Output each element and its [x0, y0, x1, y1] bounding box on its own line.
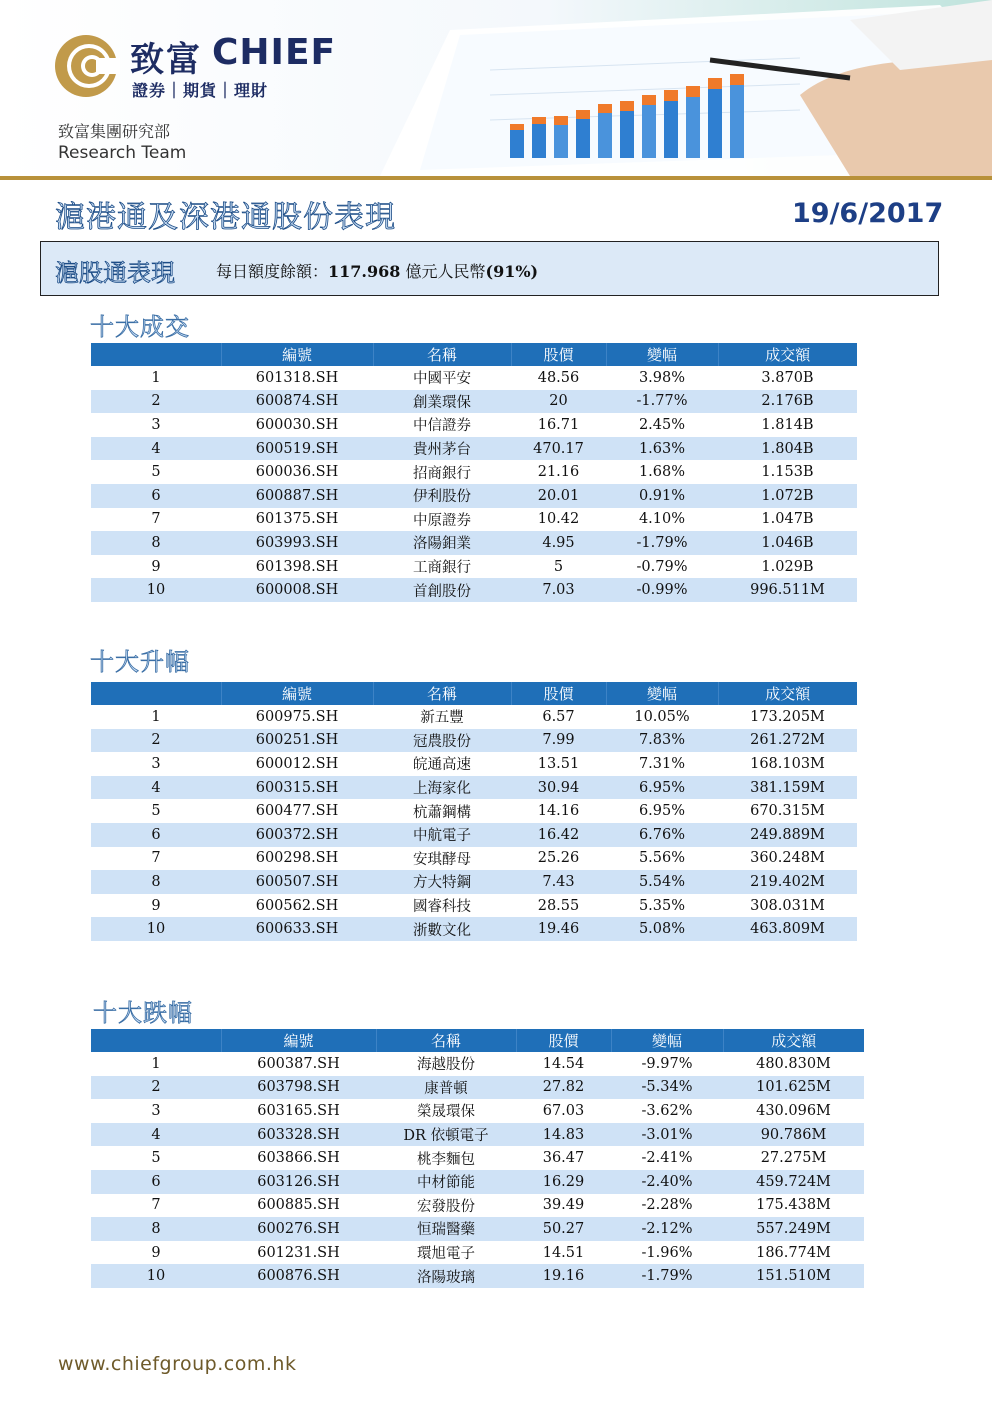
- section-title-top-losers: 十大跌幅: [93, 999, 193, 1027]
- table-row: [91, 1264, 864, 1288]
- turnover-cell: 557.249M: [723, 1217, 864, 1241]
- name-cell: 康普頓: [376, 1076, 516, 1100]
- turnover-cell: 175.438M: [756, 1197, 831, 1214]
- rank-cell: 7: [151, 850, 161, 867]
- turnover-cell: 3.870B: [761, 369, 814, 386]
- rank-cell: 6: [91, 484, 221, 508]
- name-cell: 國睿科技: [413, 899, 471, 916]
- name-cell: 貴州茅台: [373, 437, 511, 461]
- rank-cell: 4: [91, 1123, 221, 1147]
- price-cell: 7.99: [511, 729, 606, 753]
- name-cell: 中航電子: [373, 823, 511, 847]
- page-title: 滬港通及深港通股份表現: [55, 200, 396, 235]
- change-header: 變幅: [611, 1029, 723, 1052]
- table-row: [91, 437, 857, 461]
- table-row: [91, 1123, 864, 1147]
- code-cell: 600519.SH: [221, 437, 373, 461]
- table-header-row: [91, 343, 857, 366]
- code-cell: 601231.SH: [257, 1244, 340, 1261]
- table-row: [91, 1194, 864, 1218]
- logo-mark-icon: [52, 32, 120, 100]
- quota-unit: 億元人民幣: [405, 262, 486, 281]
- code-cell: 603993.SH: [221, 531, 373, 555]
- table-row: [91, 917, 857, 941]
- price-cell: 25.26: [537, 850, 580, 867]
- name-cell: 海越股份: [417, 1057, 475, 1074]
- price-cell: 470.17: [511, 437, 606, 461]
- rank-header: [91, 1029, 221, 1052]
- code-cell: 601375.SH: [255, 511, 339, 528]
- code-cell: 601318.SH: [255, 369, 339, 386]
- price-cell: 10.42: [537, 511, 580, 528]
- code-cell: 603126.SH: [221, 1170, 376, 1194]
- turnover-cell: 463.809M: [718, 917, 857, 941]
- price-header: 股價: [511, 682, 606, 705]
- table-row: [91, 705, 857, 729]
- change-cell: 6.95%: [638, 803, 686, 820]
- change-cell: 1.63%: [606, 437, 718, 461]
- table-row: [91, 729, 857, 753]
- code-cell: 600008.SH: [221, 578, 373, 602]
- turnover-cell: 1.804B: [718, 437, 857, 461]
- name-cell: 榮晟環保: [417, 1104, 475, 1121]
- change-cell: 6.95%: [606, 776, 718, 800]
- company-logo: [52, 30, 372, 100]
- price-cell: 7.03: [511, 578, 606, 602]
- code-cell: 600876.SH: [221, 1264, 376, 1288]
- table-row: [91, 870, 857, 894]
- name-cell: 洛陽鉬業: [373, 531, 511, 555]
- change-cell: 7.83%: [606, 729, 718, 753]
- code-header: 編號: [221, 682, 373, 705]
- price-cell: 20.01: [511, 484, 606, 508]
- table-row: [91, 508, 857, 532]
- price-cell: 14.83: [516, 1123, 611, 1147]
- turnover-cell: 90.786M: [723, 1123, 864, 1147]
- name-cell: 洛陽玻璃: [376, 1264, 516, 1288]
- table-row: [91, 776, 857, 800]
- quota-box: [40, 241, 939, 296]
- name-header: 名稱: [373, 343, 511, 366]
- change-cell: 10.05%: [634, 708, 690, 725]
- code-cell: 600874.SH: [221, 390, 373, 414]
- rank-cell: 4: [91, 776, 221, 800]
- rank-cell: 2: [91, 390, 221, 414]
- price-cell: 7.43: [511, 870, 606, 894]
- footer-website: www.chiefgroup.com.hk: [58, 1353, 297, 1375]
- turnover-cell: 261.272M: [718, 729, 857, 753]
- price-cell: 21.16: [537, 464, 580, 481]
- turnover-cell: 670.315M: [750, 803, 825, 820]
- table-row: [91, 366, 857, 390]
- change-cell: -1.79%: [611, 1264, 723, 1288]
- code-cell: 603328.SH: [221, 1123, 376, 1147]
- rank-cell: 8: [91, 870, 221, 894]
- price-cell: 5: [553, 558, 564, 575]
- rank-header: [91, 343, 221, 366]
- change-cell: 5.35%: [638, 897, 686, 914]
- table-row: [91, 531, 857, 555]
- turnover-cell: 1.814B: [761, 416, 814, 433]
- change-cell: -1.79%: [606, 531, 718, 555]
- table-row: [91, 1099, 864, 1123]
- name-cell: 工商銀行: [413, 560, 471, 577]
- table-header-row: [91, 682, 857, 705]
- rank-cell: 5: [151, 803, 161, 820]
- code-cell: 600975.SH: [255, 708, 339, 725]
- turnover-cell: 173.205M: [750, 708, 825, 725]
- table-row: [91, 894, 857, 918]
- turnover-cell: 308.031M: [750, 897, 825, 914]
- name-header: 名稱: [373, 682, 511, 705]
- code-header: 編號: [221, 1029, 376, 1052]
- rank-header: [91, 682, 221, 705]
- turnover-cell: 1.072B: [718, 484, 857, 508]
- table-row: [91, 1217, 864, 1241]
- name-cell: 伊利股份: [373, 484, 511, 508]
- turnover-cell: 1.046B: [718, 531, 857, 555]
- name-cell: 招商銀行: [413, 465, 471, 482]
- turnover-cell: 2.176B: [718, 390, 857, 414]
- rank-cell: 8: [91, 1217, 221, 1241]
- table-header-row: [91, 1029, 864, 1052]
- rank-cell: 9: [151, 558, 161, 575]
- code-cell: 600298.SH: [255, 850, 339, 867]
- code-cell: 600887.SH: [221, 484, 373, 508]
- price-cell: 36.47: [542, 1150, 585, 1167]
- rank-cell: 7: [151, 511, 161, 528]
- name-cell: 中信證券: [413, 418, 471, 435]
- turnover-cell: 1.153B: [761, 464, 814, 481]
- price-cell: 16.42: [511, 823, 606, 847]
- price-cell: 20: [511, 390, 606, 414]
- change-cell: 5.56%: [638, 850, 686, 867]
- code-cell: 600251.SH: [221, 729, 373, 753]
- rank-cell: 9: [151, 1244, 161, 1261]
- table-row: [91, 578, 857, 602]
- price-cell: 16.71: [537, 416, 580, 433]
- turnover-cell: 1.047B: [761, 511, 814, 528]
- quota-label: 每日額度餘額：: [216, 262, 329, 281]
- table-row: [91, 847, 857, 871]
- turnover-header: 成交額: [723, 1029, 864, 1052]
- department-name: 致富集團研究部: [58, 122, 171, 141]
- name-cell: 創業環保: [373, 390, 511, 414]
- table-row: [91, 1052, 864, 1076]
- code-cell: 600507.SH: [221, 870, 373, 894]
- code-cell: 603866.SH: [257, 1150, 340, 1167]
- code-cell: 603165.SH: [257, 1102, 340, 1119]
- turnover-cell: 381.159M: [718, 776, 857, 800]
- price-cell: 13.51: [537, 755, 580, 772]
- code-cell: 600885.SH: [257, 1197, 340, 1214]
- name-cell: 宏發股份: [417, 1198, 475, 1215]
- turnover-cell: 101.625M: [723, 1076, 864, 1100]
- top-turnover-table: [91, 343, 857, 602]
- name-cell: 皖通高速: [413, 757, 471, 774]
- section-title-top-gainers: 十大升幅: [90, 648, 190, 676]
- price-cell: 14.54: [542, 1055, 585, 1072]
- turnover-cell: 27.275M: [760, 1150, 827, 1167]
- rank-cell: 6: [91, 823, 221, 847]
- top-losers-table: [91, 1029, 864, 1288]
- rank-cell: 1: [151, 1055, 161, 1072]
- code-cell: 600562.SH: [255, 897, 339, 914]
- price-cell: 67.03: [542, 1102, 585, 1119]
- turnover-cell: 219.402M: [718, 870, 857, 894]
- top-gainers-table: [91, 682, 857, 941]
- header-chart-illustration: [380, 0, 992, 176]
- turnover-cell: 480.830M: [756, 1055, 831, 1072]
- price-cell: 6.57: [542, 708, 575, 725]
- turnover-header: 成交額: [718, 343, 857, 366]
- price-cell: 14.51: [542, 1244, 585, 1261]
- rank-cell: 3: [151, 416, 161, 433]
- change-cell: 3.98%: [638, 369, 686, 386]
- code-cell: 600387.SH: [257, 1055, 340, 1072]
- price-cell: 4.95: [511, 531, 606, 555]
- name-cell: 上海家化: [373, 776, 511, 800]
- rank-cell: 2: [91, 1076, 221, 1100]
- turnover-cell: 1.029B: [761, 558, 814, 575]
- turnover-cell: 168.103M: [750, 755, 825, 772]
- code-cell: 600012.SH: [255, 755, 339, 772]
- turnover-cell: 249.889M: [718, 823, 857, 847]
- code-cell: 600315.SH: [221, 776, 373, 800]
- price-header: 股價: [516, 1029, 611, 1052]
- turnover-cell: 151.510M: [723, 1264, 864, 1288]
- rank-cell: 8: [91, 531, 221, 555]
- change-cell: 7.31%: [638, 755, 686, 772]
- change-cell: 2.45%: [638, 416, 686, 433]
- change-cell: -9.97%: [641, 1055, 693, 1072]
- turnover-cell: 186.774M: [756, 1244, 831, 1261]
- turnover-cell: 459.724M: [723, 1170, 864, 1194]
- change-cell: 5.54%: [606, 870, 718, 894]
- rank-cell: 4: [91, 437, 221, 461]
- rank-cell: 10: [91, 917, 221, 941]
- change-cell: 5.08%: [606, 917, 718, 941]
- table-row: [91, 390, 857, 414]
- name-cell: DR 依頓電子: [376, 1123, 516, 1147]
- name-cell: 中國平安: [413, 371, 471, 388]
- turnover-cell: 996.511M: [718, 578, 857, 602]
- price-cell: 19.16: [516, 1264, 611, 1288]
- name-cell: 中原證券: [413, 512, 471, 529]
- quota-text: [216, 259, 538, 282]
- rank-cell: 5: [151, 1150, 161, 1167]
- code-cell: 600477.SH: [255, 803, 339, 820]
- rank-cell: 6: [91, 1170, 221, 1194]
- change-header: 變幅: [606, 343, 718, 366]
- rank-cell: 9: [151, 897, 161, 914]
- code-cell: 600372.SH: [221, 823, 373, 847]
- change-cell: 4.10%: [638, 511, 686, 528]
- name-cell: 中材節能: [376, 1170, 516, 1194]
- name-header: 名稱: [376, 1029, 516, 1052]
- code-cell: 600633.SH: [221, 917, 373, 941]
- quota-title: 滬股通表現: [55, 259, 175, 287]
- price-cell: 19.46: [511, 917, 606, 941]
- change-cell: -0.99%: [606, 578, 718, 602]
- rank-cell: 7: [151, 1197, 161, 1214]
- turnover-cell: 430.096M: [756, 1102, 831, 1119]
- change-cell: 0.91%: [606, 484, 718, 508]
- rank-cell: 5: [151, 464, 161, 481]
- code-cell: 603798.SH: [221, 1076, 376, 1100]
- team-name: Research Team: [58, 143, 187, 163]
- table-row: [91, 752, 857, 776]
- name-cell: 浙數文化: [373, 917, 511, 941]
- table-row: [91, 484, 857, 508]
- change-cell: -2.28%: [641, 1197, 693, 1214]
- change-cell: -5.34%: [611, 1076, 723, 1100]
- turnover-header: 成交額: [718, 682, 857, 705]
- header-divider: [0, 176, 992, 180]
- name-cell: 冠農股份: [373, 729, 511, 753]
- change-header: 變幅: [606, 682, 718, 705]
- report-date: 19/6/2017: [792, 198, 944, 229]
- rank-cell: 10: [91, 1264, 221, 1288]
- rank-cell: 3: [151, 755, 161, 772]
- table-row: [91, 799, 857, 823]
- change-cell: -0.79%: [636, 558, 688, 575]
- price-cell: 39.49: [542, 1197, 585, 1214]
- section-title-top-turnover: 十大成交: [90, 313, 190, 341]
- price-cell: 30.94: [511, 776, 606, 800]
- price-cell: 28.55: [537, 897, 580, 914]
- price-cell: 50.27: [516, 1217, 611, 1241]
- change-cell: -2.41%: [641, 1150, 693, 1167]
- name-cell: 杭蕭鋼構: [413, 804, 471, 821]
- name-cell: 方大特鋼: [373, 870, 511, 894]
- rank-cell: 2: [91, 729, 221, 753]
- logo-chinese-name: 致富: [130, 40, 202, 80]
- turnover-cell: 360.248M: [750, 850, 825, 867]
- table-row: [91, 1241, 864, 1265]
- change-cell: -3.01%: [611, 1123, 723, 1147]
- change-cell: -2.12%: [611, 1217, 723, 1241]
- code-cell: 600036.SH: [255, 464, 339, 481]
- table-row: [91, 555, 857, 579]
- price-header: 股價: [511, 343, 606, 366]
- name-cell: 環旭電子: [417, 1246, 475, 1263]
- price-cell: 16.29: [516, 1170, 611, 1194]
- rank-cell: 3: [151, 1102, 161, 1119]
- rank-cell: 1: [151, 369, 161, 386]
- price-cell: 27.82: [516, 1076, 611, 1100]
- table-row: [91, 823, 857, 847]
- logo-tagline: 證券｜期貨｜理財: [132, 81, 269, 100]
- table-row: [91, 1170, 864, 1194]
- table-row: [91, 1076, 864, 1100]
- code-cell: 600276.SH: [221, 1217, 376, 1241]
- change-cell: -1.77%: [606, 390, 718, 414]
- code-cell: 600030.SH: [255, 416, 339, 433]
- name-cell: 新五豐: [420, 710, 464, 727]
- code-cell: 601398.SH: [255, 558, 339, 575]
- page-header: [0, 0, 992, 180]
- table-row: [91, 460, 857, 484]
- rank-cell: 10: [91, 578, 221, 602]
- price-cell: 48.56: [537, 369, 580, 386]
- change-cell: -1.96%: [641, 1244, 693, 1261]
- table-row: [91, 1146, 864, 1170]
- change-cell: -2.40%: [611, 1170, 723, 1194]
- change-cell: 1.68%: [638, 464, 686, 481]
- price-cell: 14.16: [537, 803, 580, 820]
- name-cell: 恒瑞醫藥: [376, 1217, 516, 1241]
- name-cell: 首創股份: [373, 578, 511, 602]
- name-cell: 桃李麵包: [417, 1151, 475, 1168]
- code-header: 編號: [221, 343, 373, 366]
- change-cell: -3.62%: [641, 1102, 693, 1119]
- name-cell: 安琪酵母: [413, 851, 471, 868]
- rank-cell: 1: [151, 708, 161, 725]
- table-row: [91, 413, 857, 437]
- logo-english-name: CHIEF: [212, 32, 337, 73]
- quota-percent: (91%): [485, 262, 539, 281]
- change-cell: 6.76%: [606, 823, 718, 847]
- quota-amount: 117.968: [328, 262, 401, 281]
